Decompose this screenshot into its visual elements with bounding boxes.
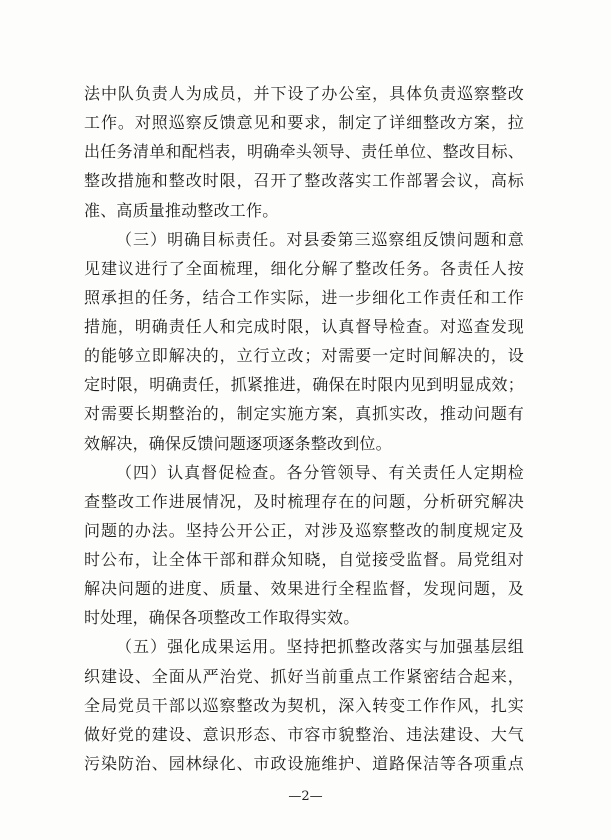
text-line: 见建议进行了全面梳理，细化分解了整改任务。各责任人按 bbox=[84, 258, 524, 278]
text-line: 工作。对照巡察反馈意见和要求，制定了详细整改方案，拉 bbox=[84, 113, 524, 133]
text-line: 准、高质量推动整改工作。 bbox=[84, 200, 279, 220]
page-number: —2— bbox=[288, 789, 323, 804]
text-line: 问题的办法。坚持公开公正，对涉及巡察整改的制度规定及 bbox=[84, 520, 524, 540]
text-line: 全局党员干部以巡察整改为契机，深入转变工作作风，扎实 bbox=[84, 695, 524, 715]
text-line: 照承担的任务，结合工作实际，进一步细化工作责任和工作 bbox=[84, 287, 524, 307]
text-line: 整改措施和整改时限，召开了整改落实工作部署会议，高标 bbox=[84, 171, 524, 191]
text-line: 时处理，确保各项整改工作取得实效。 bbox=[84, 608, 360, 628]
section-heading-line: （四）认真督促检查。各分管领导、有关责任人定期检 bbox=[116, 462, 524, 482]
text-line: 对需要长期整治的，制定实施方案，真抓实改，推动问题有 bbox=[84, 404, 524, 424]
text-line: 法中队负责人为成员，并下设了办公室，具体负责巡察整改 bbox=[84, 84, 524, 103]
text-line: 效解决，确保反馈问题逐项逐条整改到位。 bbox=[84, 433, 392, 453]
text-line: 措施，明确责任人和完成时限，认真督导检查。对巡查发现 bbox=[84, 317, 524, 336]
text-line: 织建设、全面从严治党、抓好当前重点工作紧密结合起来， bbox=[84, 666, 524, 686]
text-line: 解决问题的进度、质量、效果进行全程监督，发现问题，及 bbox=[84, 579, 524, 599]
text-line: 出任务清单和配档表，明确牵头领导、责任单位、整改目标、 bbox=[84, 142, 524, 162]
text-line: 的能够立即解决的，立行立改；对需要一定时间解决的，设 bbox=[84, 346, 524, 366]
text-line: 污染防治、园林绿化、市政设施维护、道路保洁等各项重点 bbox=[84, 753, 524, 773]
text-line: 做好党的建设、意识形态、市容市貌整治、违法建设、大气 bbox=[84, 724, 524, 744]
section-heading-line: （五）强化成果运用。坚持把抓整改落实与加强基层组 bbox=[116, 637, 524, 657]
section-heading-line: （三）明确目标责任。对县委第三巡察组反馈问题和意 bbox=[116, 229, 524, 249]
text-line: 时公布，让全体干部和群众知晓，自觉接受监督。局党组对 bbox=[84, 550, 524, 569]
text-line: 定时限，明确责任，抓紧推进，确保在时限内见到明显成效； bbox=[84, 375, 524, 395]
text-line: 查整改工作进展情况，及时梳理存在的问题，分析研究解决 bbox=[84, 491, 524, 511]
